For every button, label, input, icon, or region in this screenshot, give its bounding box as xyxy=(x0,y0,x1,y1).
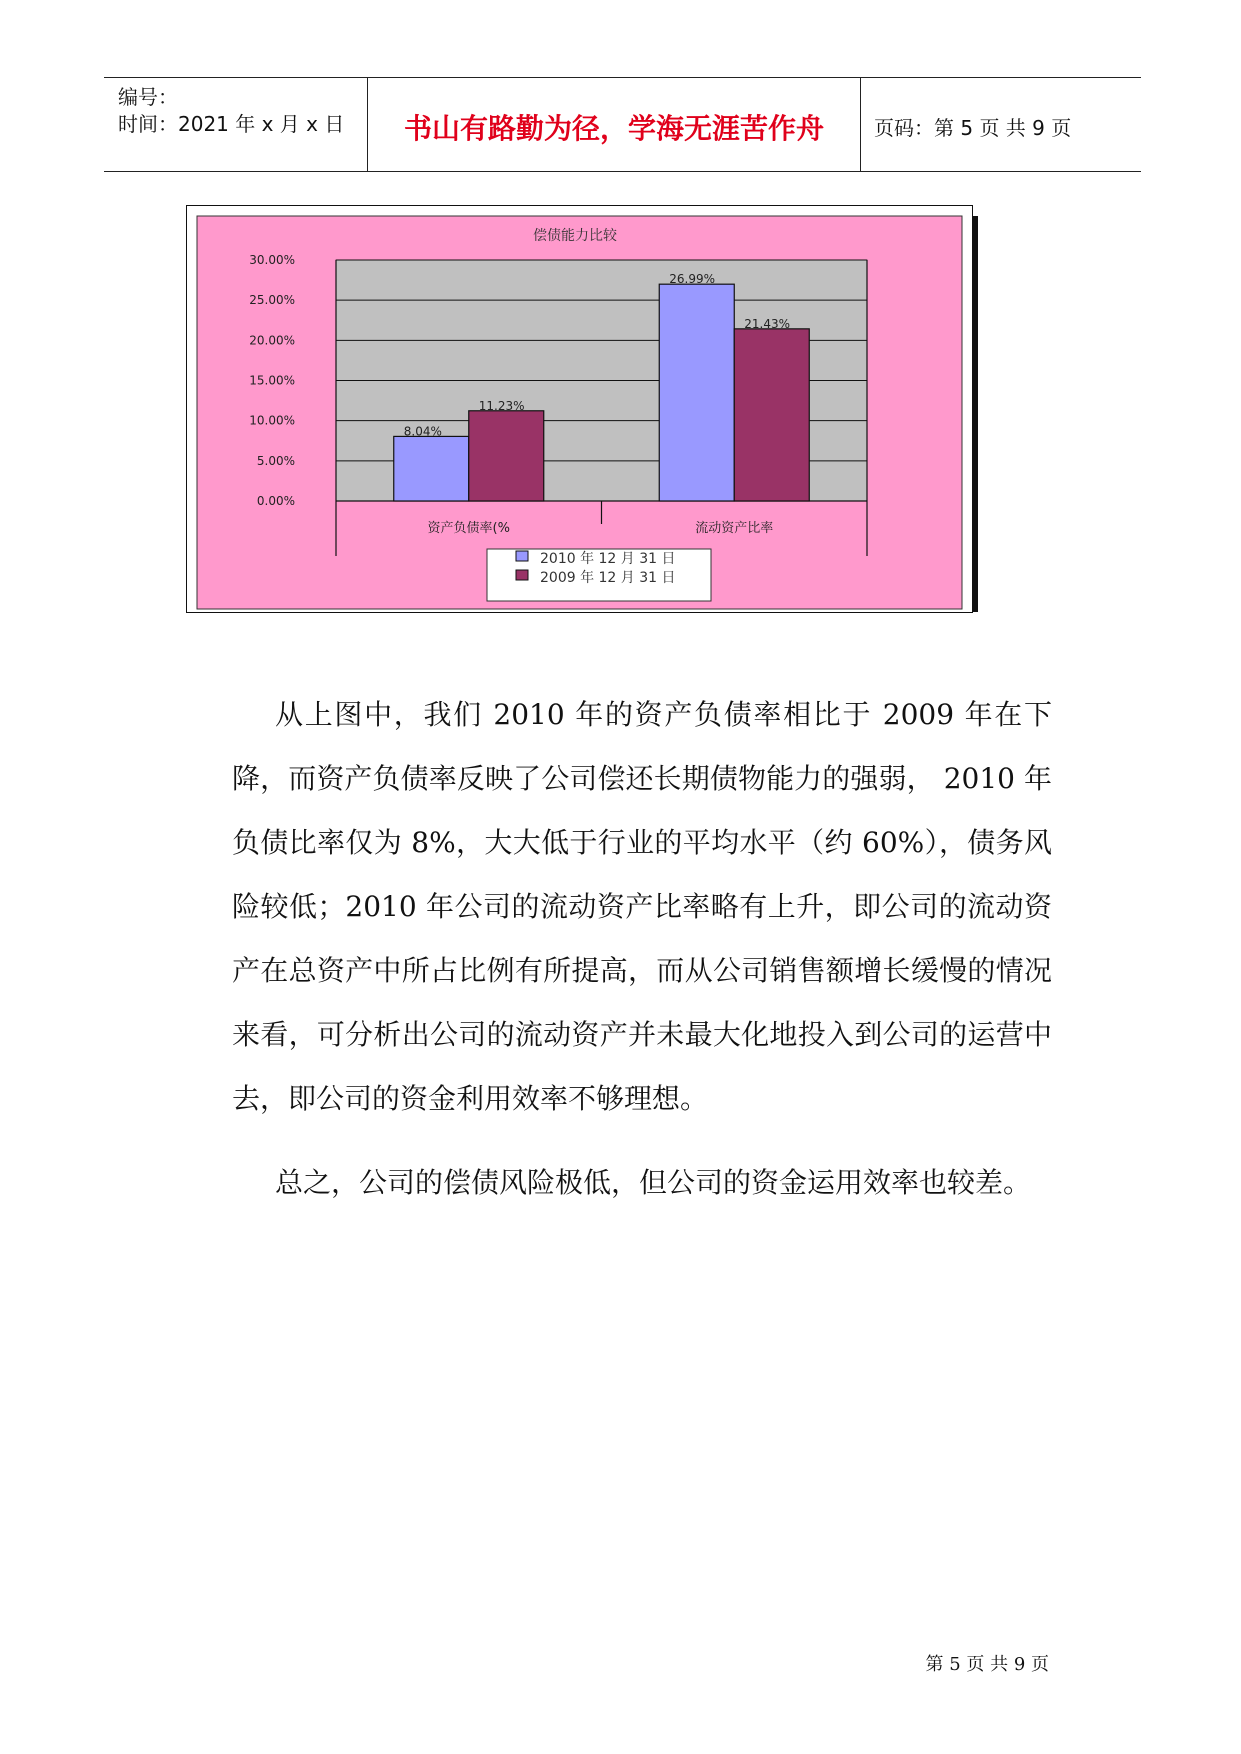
motto-text: 书山有路勤为径，学海无涯苦作舟 xyxy=(403,112,824,145)
analysis-paragraph: 从上图中，我们 2010 年的资产负债率相比于 2009 年在下降，而资产负债率反映了公司偿还长期债物能力的强弱， 2010 年负债比率仅为 8%，大大低于行业的平均水平（约 60%），债务风险较低；2010 年公司的流动资产比率略有上升，即公司的流动资产在总资产中所占比例有所提高，而从公司销售额增长缓慢的情况来看，可分析出公司的流动资产并未最大化地投入到公司的运营中去，即公司的资金利用效率不够理想。 xyxy=(232,698,1052,1115)
body-text xyxy=(232,683,1052,1215)
bar-data-label: 8.04% xyxy=(403,424,442,439)
bar xyxy=(469,411,544,501)
y-tick-label: 20.00% xyxy=(249,333,295,348)
page-footer: 第 5 页 共 9 页 xyxy=(925,1654,1049,1675)
chart-title: 偿债能力比较 xyxy=(533,228,617,244)
legend-label: 2010 年 12 月 31 日 xyxy=(540,551,676,567)
y-tick-label: 25.00% xyxy=(249,293,295,308)
solvency-chart xyxy=(187,206,972,612)
header-right-cell xyxy=(861,78,1141,171)
chart-shadow xyxy=(973,216,978,609)
bar xyxy=(659,284,734,501)
page-number-label: 页码：第 5 页 共 9 页 xyxy=(874,116,1072,140)
chart-frame xyxy=(186,205,973,613)
legend-label: 2009 年 12 月 31 日 xyxy=(540,570,676,586)
document-time-label: 时间：2021 年 x 月 x 日 xyxy=(118,112,345,136)
bar-data-label: 21.43% xyxy=(744,316,791,331)
x-category-label: 资产负债率(% xyxy=(427,521,510,536)
y-tick-label: 5.00% xyxy=(256,453,295,468)
x-category-label: 流动资产比率 xyxy=(695,521,774,536)
bar-data-label: 11.23% xyxy=(478,398,525,413)
bar-data-label: 26.99% xyxy=(669,272,716,287)
legend-swatch xyxy=(516,551,528,561)
y-tick-label: 15.00% xyxy=(249,373,295,388)
conclusion-paragraph: 总之，公司的偿债风险极低，但公司的资金运用效率也较差。 xyxy=(275,1166,1032,1199)
header-motto-cell xyxy=(368,78,861,171)
header-left-cell xyxy=(104,78,368,171)
y-tick-label: 0.00% xyxy=(256,494,295,508)
document-number-label: 编号： xyxy=(118,85,178,109)
bar xyxy=(734,329,809,501)
legend-swatch xyxy=(516,570,528,580)
y-tick-label: 10.00% xyxy=(249,413,295,428)
y-tick-label: 30.00% xyxy=(249,253,295,267)
bar xyxy=(394,436,469,501)
header-table xyxy=(104,77,1141,172)
